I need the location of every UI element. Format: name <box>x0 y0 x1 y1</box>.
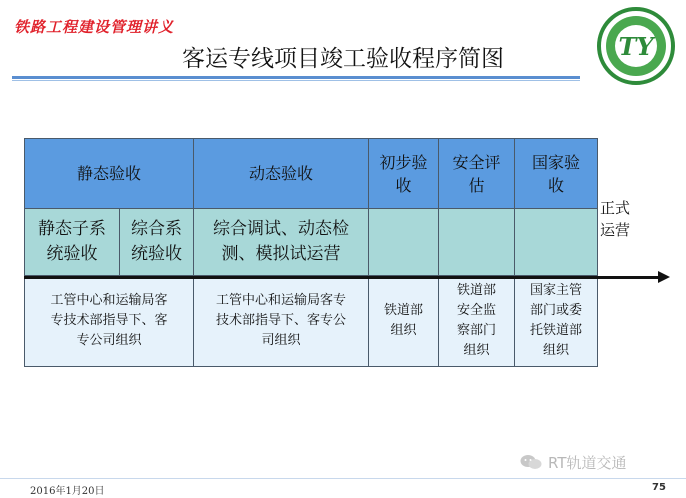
national-acceptance-organizer: 国家主管 部门或委 托铁道部 组织 <box>514 275 598 367</box>
acceptance-procedure-table <box>24 138 602 367</box>
svg-text:TY: TY <box>618 32 654 61</box>
formal-operation-label: 正式 运营 <box>600 199 631 239</box>
static-subsystem-acceptance: 静态子系 统验收 <box>24 208 120 276</box>
wechat-icon <box>520 454 542 470</box>
safety-assessment-header: 安全评 估 <box>438 138 515 209</box>
title-underline <box>12 76 580 79</box>
national-acceptance-blank <box>514 208 598 276</box>
initial-acceptance-organizer: 铁道部 组织 <box>368 275 439 367</box>
footer-divider <box>0 478 686 479</box>
timeline-arrowhead <box>658 271 670 283</box>
channel-watermark: RT轨道交通 <box>548 454 627 472</box>
title-underline-thin <box>12 80 580 81</box>
initial-acceptance-blank <box>368 208 439 276</box>
initial-acceptance-header: 初步验 收 <box>368 138 439 209</box>
static-acceptance-organizer: 工管中心和运输局客 专技术部指导下、客 专公司组织 <box>24 275 194 367</box>
static-acceptance-header: 静态验收 <box>24 138 194 209</box>
page-title: 客运专线项目竣工验收程序简图 <box>182 46 504 72</box>
integrated-debugging-trial: 综合调试、动态检 测、模拟试运营 <box>193 208 369 276</box>
dynamic-acceptance-organizer: 工管中心和运输局客专 技术部指导下、客专公 司组织 <box>193 275 369 367</box>
timeline-arrow-line <box>24 276 662 279</box>
lecture-series-tag: 铁路工程建设管理讲义 <box>14 18 175 36</box>
safety-assessment-organizer: 铁道部 安全监 察部门 组织 <box>438 275 515 367</box>
national-acceptance-header: 国家验 收 <box>514 138 598 209</box>
dynamic-acceptance-header: 动态验收 <box>193 138 369 209</box>
integrated-system-acceptance: 综合系 统验收 <box>119 208 194 276</box>
safety-assessment-blank <box>438 208 515 276</box>
page-number: 75 <box>652 482 666 493</box>
footer-date: 2016年1月20日 <box>30 486 105 497</box>
